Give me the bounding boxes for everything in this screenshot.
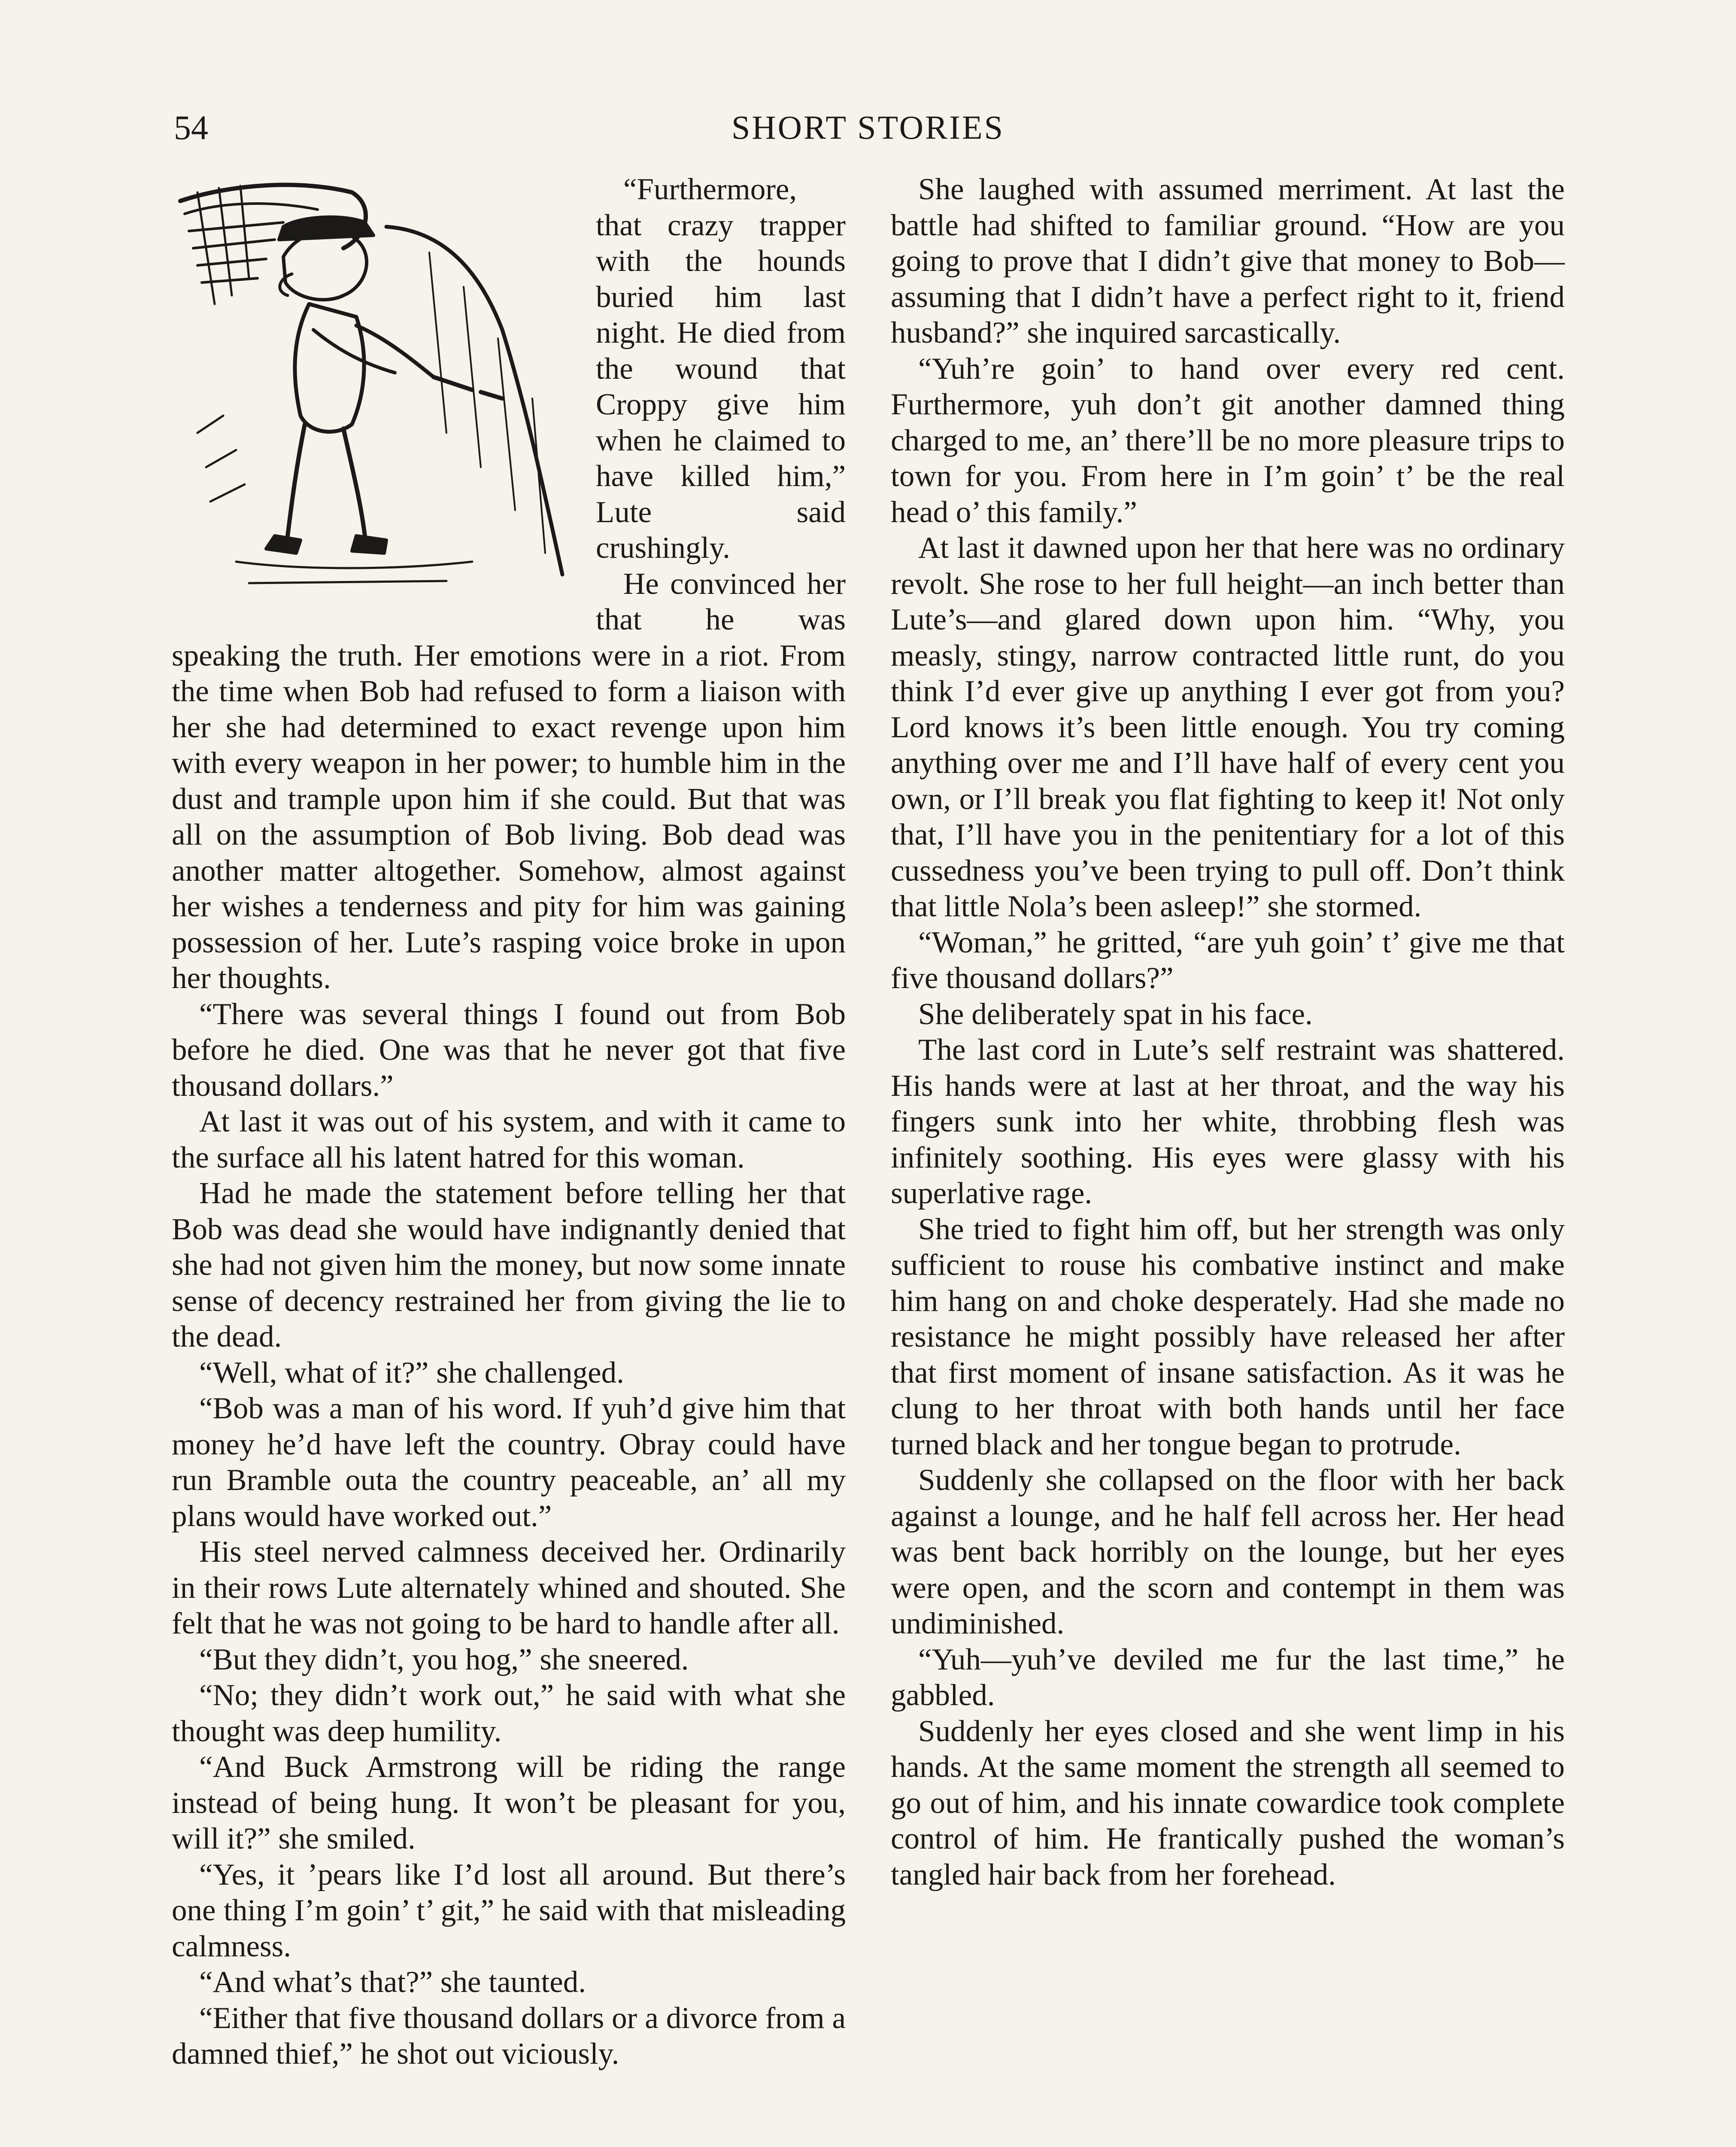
paragraph: “No; they didn’t work out,” he said with what she thought was deep humility. <box>172 1679 846 1748</box>
right-column <box>891 172 1565 1893</box>
paragraph: Suddenly she collapsed on the floor with her back against a lounge, and he half fell across her. Her head was bent back horribly on the lounge, but her eyes were open, and the scorn and contempt in them was undiminished. <box>891 1463 1565 1640</box>
paragraph: At last it was out of his system, and with it came to the surface all his latent hatred for this woman. <box>172 1105 846 1174</box>
paragraph: “Yuh—yuh’ve deviled me fur the last time,” he gabbled. <box>891 1642 1565 1712</box>
running-head: SHORT STORIES <box>731 109 1005 146</box>
paragraph: “And what’s that?” she taunted. <box>199 1965 586 1999</box>
ink-sketch-man-holding-pistol-icon <box>172 175 584 609</box>
paragraph: “Woman,” he gritted, “are yuh goin’ t’ give me that five thousand dollars?” <box>891 925 1565 995</box>
paragraph: “But they didn’t, you hog,” she sneered. <box>199 1642 689 1676</box>
paragraph: She laughed with assumed merriment. At last the battle had shifted to familiar ground. “How are you going to prove that I didn’t give that money to Bob—assuming that I didn’t have a perfect right to it, friend husband?” she inquired sarcastically. <box>891 173 1565 350</box>
paragraph: His steel nerved calmness deceived her. Ordinarily in their rows Lute alternately whined and shouted. She felt that he was not going to be hard to handle after all. <box>172 1535 846 1640</box>
paragraph: At last it dawned upon her that here was no ordinary revolt. She rose to her full height—an inch better than Lute’s—and glared down upon him. “Why, you measly, stingy, narrow contracted little runt, do you think I’d ever give up anything I ever got from you? Lord knows it’s been little enough. You try coming anything over me and I’ll have half of every cent you own, or I’ll break you flat fighting to keep it! Not only that, I’ll have you in the penitentiary for a lot of this cussedness you’ve been trying to pull off. Don’t think that little Nola’s been asleep!” she stormed. <box>891 531 1565 923</box>
page-number: 54 <box>174 109 208 147</box>
paragraph: “Either that five thousand dollars or a divorce from a damned thief,” he shot out viciously. <box>172 2001 846 2071</box>
paragraph: “And Buck Armstrong will be riding the range instead of being hung. It won’t be pleasant for you, will it?” she smiled. <box>172 1750 846 1855</box>
paragraph: She tried to fight him off, but her strength was only sufficient to rouse his combative instinct and make him hang on and choke desperately. Had she made no resistance he might possibly have released her after that first moment of insane satisfaction. As it was he clung to her throat with both hands until her face turned black and her tongue began to protrude. <box>891 1212 1565 1461</box>
paragraph: “Yes, it ’pears like I’d lost all around. But there’s one thing I’m goin’ t’ git,” he said with that misleading calmness. <box>172 1858 846 1963</box>
paragraph: “Furthermore, that crazy trapper with the hounds buried him last night. He died from the wound that Croppy give him when he claimed to have killed him,” Lute said crushingly. <box>172 172 846 566</box>
paragraph: “There was several things I found out from Bob before he died. One was that he never got that five thousand dollars.” <box>172 997 846 1103</box>
paragraph: Had he made the statement before telling her that Bob was dead she would have indignantly denied that she had not given him the money, but now some innate sense of decency restrained her from giving the lie to the dead. <box>172 1177 846 1353</box>
paragraph: “Well, what of it?” she challenged. <box>199 1356 624 1390</box>
paragraph: She deliberately spat in his face. <box>918 997 1313 1031</box>
paragraph: Suddenly her eyes closed and she went limp in his hands. At the same moment the strength all seemed to go out of him, and his innate cowardice took complete control of him. He frantically pushed the woman’s tangled hair back from her forehead. <box>891 1714 1565 1892</box>
paragraph: “Yuh’re goin’ to hand over every red cent. Furthermore, yuh don’t git another damned thing charged to me, an’ there’ll be no more pleasure trips to town for you. From here in I’m goin’ t’ be the real head o’ this family.” <box>891 352 1565 529</box>
paragraph: He convinced her that he was speaking the truth. Her emotions were in a riot. From the time when Bob had refused to form a liaison with her she had determined to exact revenge upon him with every weapon in her power; to humble him in the dust and trample upon him if she could. But that was all on the assumption of Bob living. Bob dead was another matter altogether. Somehow, almost against her wishes a tenderness and pity for him was gaining possession of her. Lute’s rasping voice broke in upon her thoughts. <box>172 567 846 995</box>
paragraph: The last cord in Lute’s self restraint was shattered. His hands were at last at her throat, and the way his fingers sunk into her white, throbbing flesh was infinitely soothing. His eyes were glassy with his superlative rage. <box>891 1033 1565 1210</box>
left-column <box>172 172 846 2072</box>
paragraph: “Bob was a man of his word. If yuh’d give him that money he’d have left the country. Obray could have run Bramble outa the country peaceable, an’ all my plans would have worked out.” <box>172 1392 846 1533</box>
